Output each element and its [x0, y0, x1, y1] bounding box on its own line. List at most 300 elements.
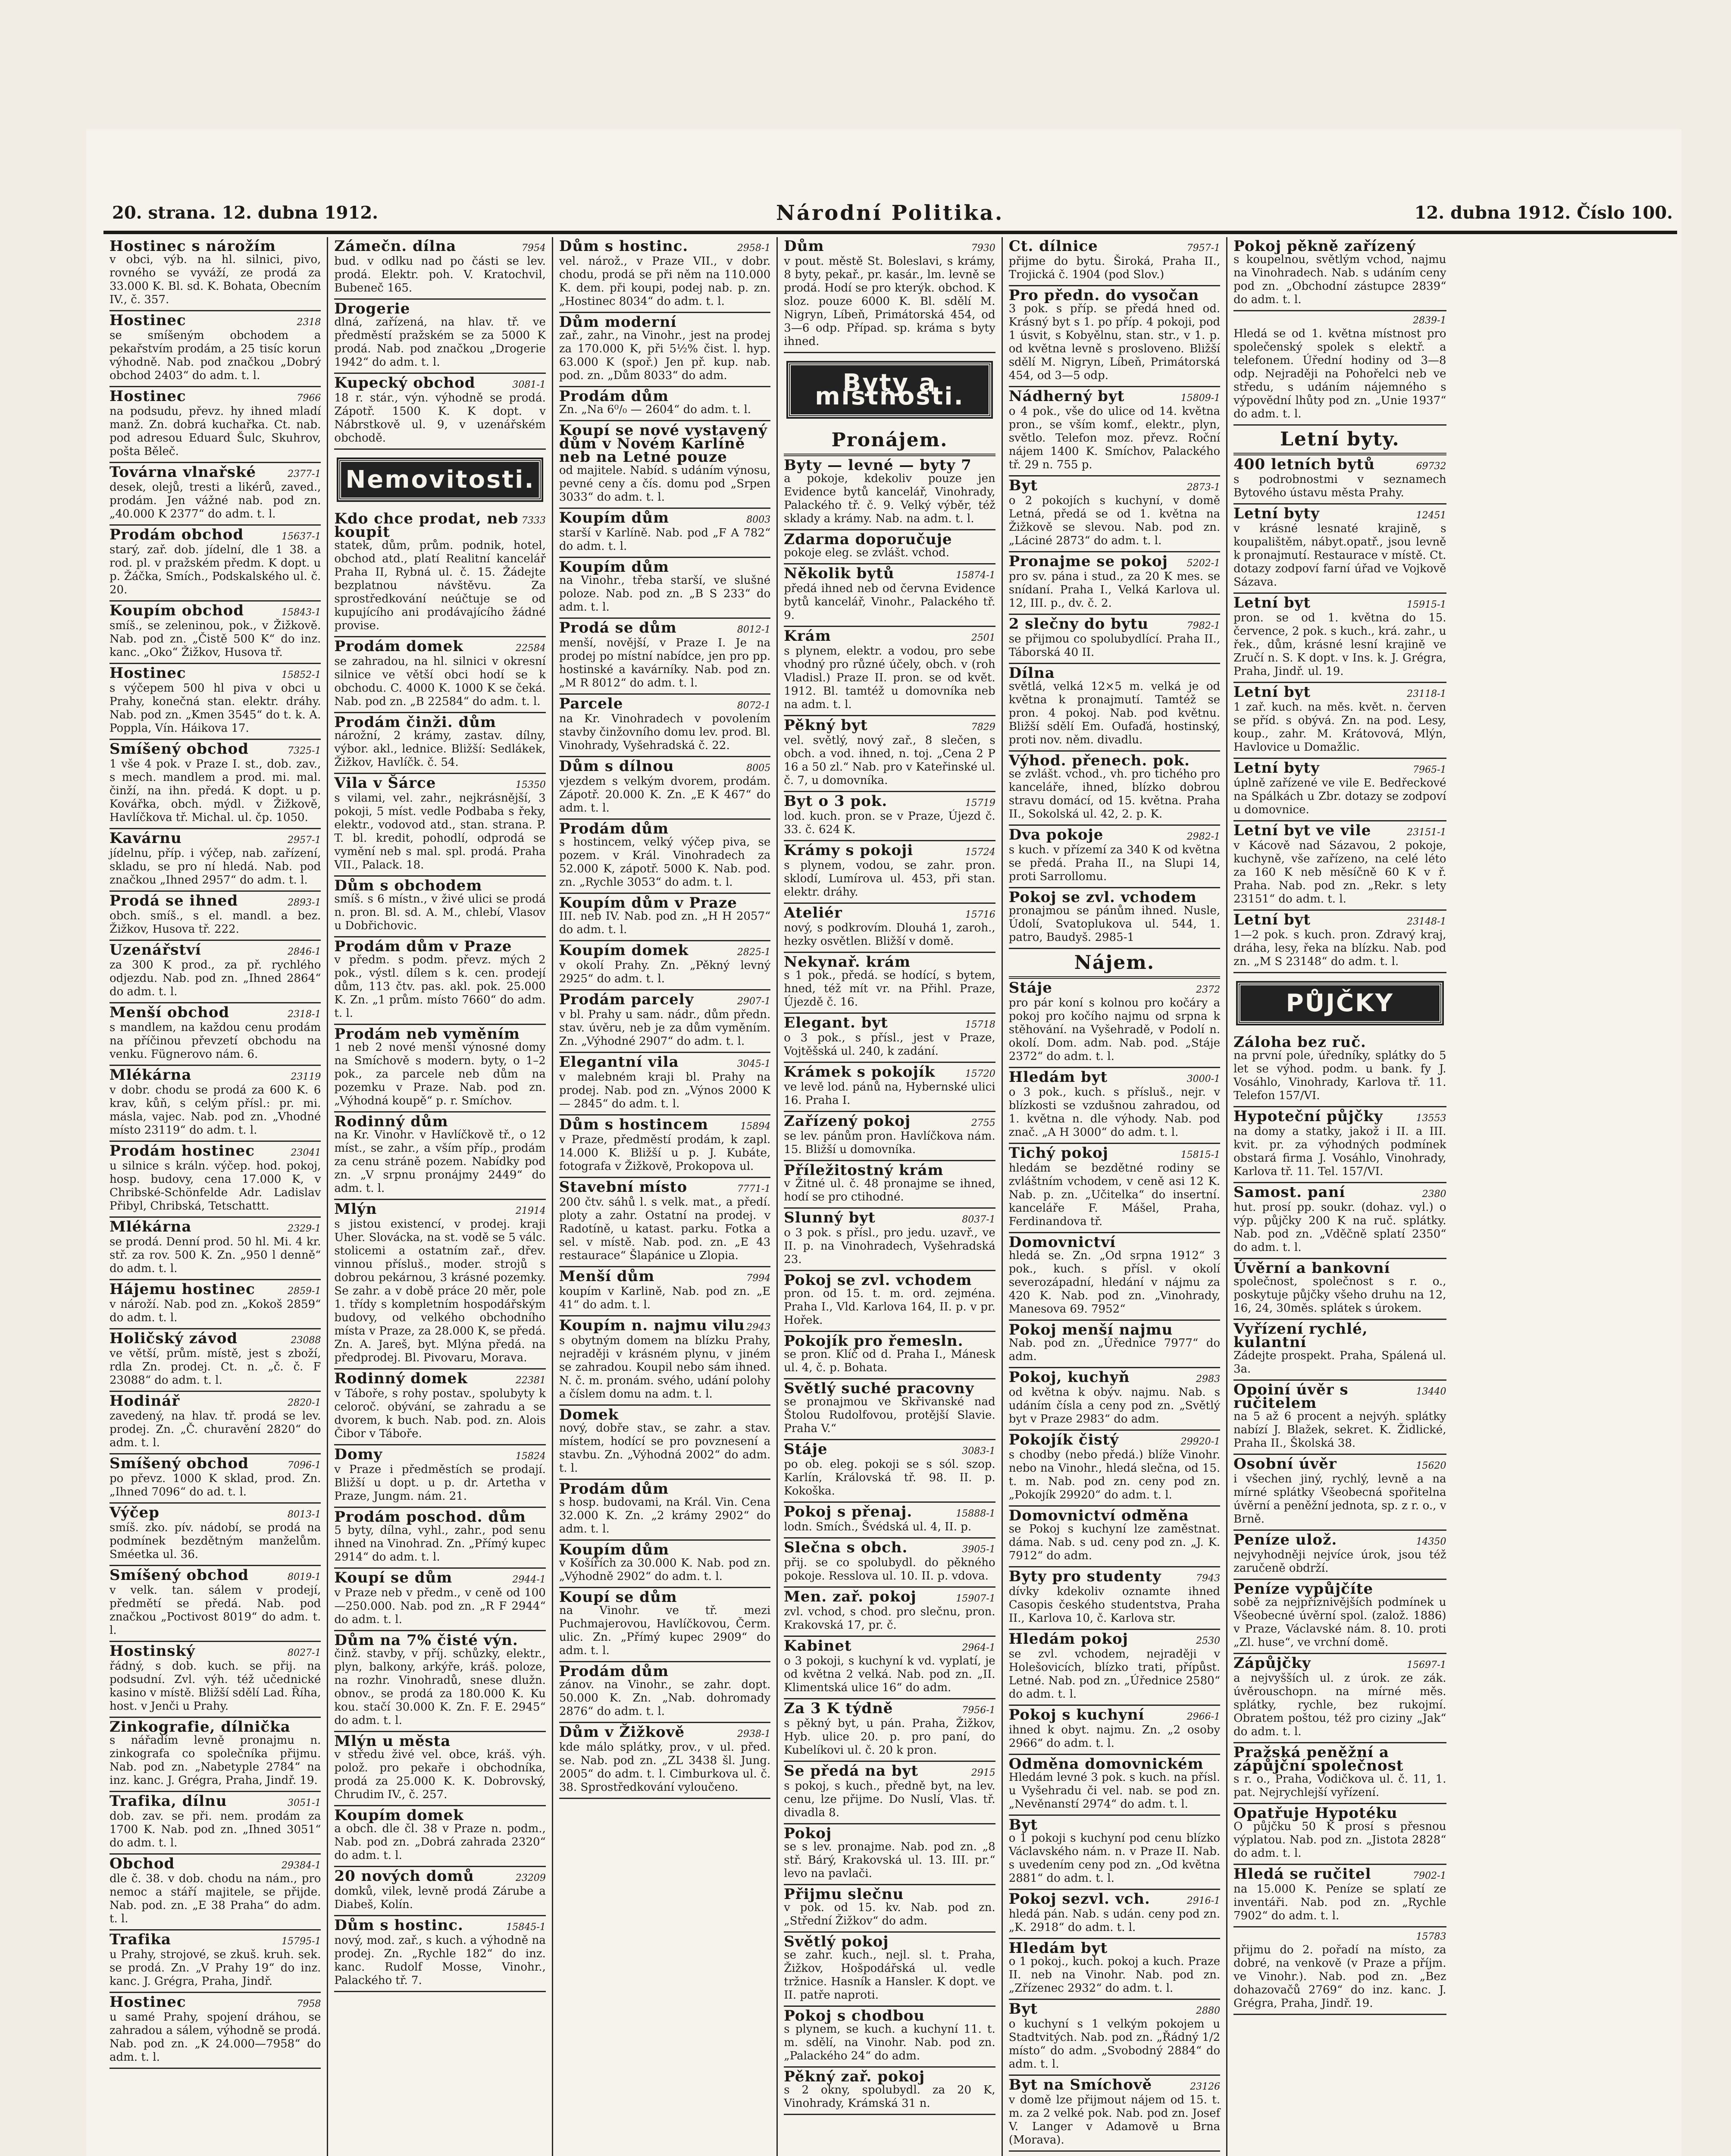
ad-title: Odměna domovnickém — [1008, 1755, 1204, 1773]
classified-ad — [1233, 311, 1446, 426]
section-subheading: Nájem. — [1009, 949, 1220, 979]
ad-header — [1009, 390, 1220, 405]
classified-ad — [1009, 237, 1220, 286]
ad-title: Prodám dům — [559, 820, 669, 837]
ad-title: Nádherný byt — [1008, 388, 1125, 405]
classified-ad — [784, 1824, 995, 1885]
ad-code: 8037-1 — [962, 1214, 995, 1225]
ad-code: 15720 — [965, 1069, 995, 1079]
classified-ad — [1009, 1630, 1220, 1706]
classified-ad — [334, 1445, 545, 1508]
classified-ad — [110, 311, 321, 387]
ad-text: s hostincem, velký výčep piva, se pozem. v Král. Vinohradech za 52.000 K, zápotř. 5000 K. Nab. pod. zn. „Rychle 3053“ do adm. t. l. — [559, 836, 771, 889]
ad-title: Pražská peněžní a zápůjční společnost — [1233, 1744, 1404, 1774]
ad-title: Prodám hostinec — [110, 1142, 255, 1159]
ad-title: Rodinný domek — [334, 1370, 468, 1387]
ad-header — [784, 1505, 995, 1520]
ad-text: na 5 až 6 procent a nejvýh. splátky nabízí J. Blažek, sekret. K. Židlické, Praha II., Školská 38. — [1233, 1410, 1446, 1450]
ad-text: dlná, zařízená, na hlav. tř. ve předměstí pražském se za 5000 K prodá. Nab. pod značkou „Drogerie 1942“ do adm. t. l. — [334, 316, 546, 369]
ad-code: 15697-1 — [1407, 1660, 1446, 1670]
classified-ad — [110, 1930, 321, 1993]
ad-header — [559, 240, 770, 255]
ad-text: o 3 pok., kuch. s přísluš., nejr. v blízkosti se vzdušnou zahradou, od 1. května n. dle výhody. Nab. pod znač. „A H 3000“ do adm. t. l. — [1008, 1086, 1221, 1139]
ad-title: Stavební místo — [559, 1178, 688, 1196]
ad-text: starý, zař. dob. jídelní, dle 1 38. a rod. pl. v pražském předm. K dopt. u p. Žáčka, Smích., Podskalského ul. č. 20. — [110, 543, 321, 596]
ad-title: Pokoj pěkně zařízený — [1233, 238, 1416, 255]
ad-title: Dům v Žižkově — [559, 1724, 685, 1741]
ad-header — [334, 1735, 545, 1748]
classified-ad — [110, 1329, 321, 1392]
ad-header — [110, 1220, 321, 1235]
ad-title: Byt — [1008, 2000, 1038, 2018]
ad-title: Hostinec s nárožím — [110, 238, 276, 255]
classified-ad — [110, 1718, 321, 1792]
ad-code: 22584 — [515, 643, 546, 654]
ad-title: Výčep — [110, 1504, 160, 1521]
ad-header — [334, 774, 546, 792]
classified-ad — [784, 1885, 995, 1933]
classified-ad — [1009, 1816, 1220, 1890]
ad-title: Dům moderní — [559, 313, 677, 331]
ad-title: Hostinec — [110, 312, 186, 329]
ad-header — [559, 390, 770, 403]
classified-column — [1003, 237, 1227, 2156]
ad-code: 23118-1 — [1407, 689, 1446, 699]
classified-ad — [559, 387, 770, 421]
ad-title: Pěkný zař. pokoj — [784, 2068, 925, 2085]
ad-code: 7943 — [1196, 1573, 1221, 1584]
classified-ad — [559, 1588, 770, 1662]
ad-text: u silnice s králn. výčep. hod. pokoj, hosp. budovy, cena 17.000 K, v Chribské-Schönfelde Adr. Ladislav Přibyl, Chribská, Tetschattt. — [110, 1159, 321, 1213]
classified-ad — [1233, 1107, 1446, 1183]
ad-code: 2839-1 — [1413, 315, 1446, 326]
ad-title: Vyřízení rychlé, kulantní — [1233, 1320, 1368, 1351]
ad-text: 5 byty, dílna, vyhl., zahr., pod senu ihned na Vinohrad. Zn. „Přímý kupec 2914“ do adm. t. l. — [334, 1524, 546, 1564]
ad-header — [559, 558, 770, 576]
ad-title: Hledám byt — [1008, 1069, 1108, 1086]
ad-text: v Žitné ul. č. 48 pronajme se ihned, hodí se pro ctihodné. — [784, 1177, 995, 1203]
ad-title: Příležitostný krám — [784, 1162, 944, 1179]
ad-title: Hodinář — [110, 1392, 180, 1410]
ad-text: v malebném kraji bl. Prahy na prodej. Nab. pod zn. „Výnos 2000 K — 2845“ do adm. t. l. — [559, 1071, 771, 1110]
ad-code: 7902-1 — [1413, 1871, 1446, 1881]
ad-title: Koupím dům — [559, 509, 670, 526]
classified-ad — [784, 627, 995, 716]
ad-header — [334, 1200, 546, 1218]
ad-title: Pokoj se zvl. vchodem — [1008, 889, 1197, 906]
ad-code: 2380 — [1422, 1189, 1446, 1200]
classified-ad — [1233, 1743, 1446, 1804]
ad-text: o 1 pokoj., kuch. pokoj a kuch. Praze II. neb na Vinohr. Nab. pod zn. „Zřízenec 2932“ do adm. t. l. — [1008, 1955, 1221, 1995]
ad-header — [110, 1006, 321, 1021]
ad-code: 2958-1 — [737, 243, 771, 254]
ad-text: ve levě lod. pánů na, Hybernské ulici 16. Praha I. — [784, 1081, 995, 1107]
ad-header — [559, 1665, 770, 1678]
classified-ad — [784, 792, 995, 841]
classified-ad — [110, 1218, 321, 1280]
ad-header — [784, 795, 995, 810]
ad-title: Drogerie — [334, 300, 410, 317]
ad-header — [334, 376, 545, 392]
ad-title: Byt o 3 pok. — [784, 793, 888, 810]
ad-header — [784, 1332, 995, 1350]
ad-title: Koupím obchod — [110, 602, 244, 619]
ad-text: obch. smíš., s el. mandl. a bez. Žižkov, Husova tř. 222. — [110, 909, 321, 936]
ad-title: Prodá se ihned — [110, 892, 238, 909]
ad-title: Hostinec — [110, 664, 186, 682]
classified-ad — [1233, 911, 1446, 973]
classified-ad — [559, 1116, 770, 1178]
ad-text: v nároží. Nab. pod zn. „Kokoš 2859“ do adm. t. l. — [110, 1298, 321, 1324]
ad-title: Tichý pokoj — [1008, 1144, 1108, 1162]
ad-code: 23209 — [515, 1873, 546, 1883]
ad-text: úplně zařízené ve vile E. Bedřeckové na Spálkách u Zbr. dotazy se zodpoví u domovnice. — [1233, 777, 1446, 816]
ad-header — [784, 844, 995, 859]
classified-ad — [784, 530, 995, 564]
ad-title: Domy — [334, 1446, 383, 1463]
ad-header — [559, 993, 770, 1008]
ad-header — [1009, 479, 1220, 494]
classified-ad — [334, 1508, 545, 1569]
classified-ad — [559, 1053, 770, 1116]
ad-text: v krásné lesnaté krajině, s koupalištěm, nábyt.opatř., jsou levně k pronajmutí. Restaurace v místě. Ct. dotazy zodpoví farní úřad ve Vojkově Sázava. — [1233, 522, 1446, 589]
ad-text: smíš. zko. pív. nádobí, se prodá na podmínek bezdětným manželům. Sméetka ul. 36. — [110, 1521, 321, 1561]
classified-ad — [110, 1003, 321, 1066]
classified-ad — [334, 1569, 545, 1631]
ad-title: Prodám poschod. dům — [334, 1508, 526, 1526]
ad-text: se zahradou, na hl. silnici v okresní silnice ve větší obci hodí se k obchodu. C. 4000 K. 1000 K se čeká. Nab. pod zn. „B 22584“ do adm. t. l. — [334, 655, 546, 708]
ad-text: vel. nárož., v Praze VII., v dobr. chodu, prodá se při něm na 110.000 K. dem. při koupi, podej nab. p. zn. „Hostinec 8034“ do adm. t. l. — [559, 255, 771, 308]
ad-text: Zádejte prospekt. Praha, Spálená ul. 3a. — [1233, 1349, 1446, 1376]
ad-title: Slečna s obch. — [784, 1539, 908, 1556]
ad-header — [1233, 761, 1446, 777]
ad-text: nový, mod. zař., s kuch. a výhodně na prodej. Zn. „Rychle 182“ do inz. kanc. Rudolf Mosse, Vinohr., Palackého tř. 7. — [334, 1934, 546, 1987]
ad-text: s hosp. budovami, na Král. Vin. Cena 32.000 K. Zn. „2 krámy 2902“ do adm. t. l. — [559, 1496, 771, 1536]
classified-column — [778, 237, 1002, 2156]
ad-code: 8005 — [746, 763, 771, 774]
ad-title: Kdo chce prodat, neb koupit — [334, 510, 519, 541]
classified-ad — [1233, 1580, 1446, 1654]
ad-code: 7333 — [521, 515, 546, 526]
classified-ad — [334, 510, 545, 637]
ad-title: Pokoj s přenaj. — [784, 1503, 913, 1520]
classified-ad — [334, 374, 545, 450]
ad-text: a nejvyšších ul. z úrok. ze zák. úvěrouschopn. na mírné měs. splátky, rychle, bez rukojmí. Obratem poštou, též pro ciziny „Jak“ do adm. t. l. — [1233, 1672, 1446, 1738]
ad-header — [110, 528, 321, 543]
classified-ad — [559, 757, 770, 820]
classified-columns — [103, 237, 1677, 2156]
classified-ad — [1233, 1183, 1446, 1259]
ad-text: předá ihned neb od června Evidence bytů kancelář, Vinohr., Palackého tř. 9. — [784, 582, 995, 622]
ad-title: Kavárnu — [110, 830, 182, 847]
ad-text: smíš. s 6 místn., v živé ulici se prodá n. pron. Bl. sd. A. M., chlebí, Vlasov u Dobřichovic. — [334, 893, 546, 932]
ad-code: 2915 — [971, 1767, 995, 1778]
ad-text: v Praze i předměstích se prodají. Bližší u dopt. u p. dr. Artetha v Praze, Jungm. nám. 21. — [334, 1463, 546, 1503]
classified-ad — [334, 637, 545, 713]
ad-text: dle č. 38. v dob. chodu na nám., pro nemoc a stáří majitele, se přijde. Nab. pod. zn. „E 38 Praha“ do adm. t. l. — [110, 1872, 321, 1925]
ad-title: Zámečn. dílna — [334, 238, 457, 255]
ad-header — [334, 1571, 545, 1586]
ad-title: Výhod. přenech. pok. — [1008, 752, 1190, 769]
classified-ad — [784, 716, 995, 792]
ad-text: 18 r. stár., výn. výhodně se prodá. Zápotř. 1500 K. K dopt. v Nábrstkově ul. 9, v uzenářském obchodě. — [334, 392, 546, 445]
ad-code: 15724 — [965, 847, 995, 858]
ad-title: Pronajme se pokoj — [1008, 553, 1168, 570]
ad-title: Samost. paní — [1233, 1184, 1346, 1201]
ad-text: řádný, s dob. kuch. se přij. na podsudní. Zvl. výh. též učednické kasino v místě. Bližší sdělí Lad. Říha, host. v Jenči u Prahy. — [110, 1660, 321, 1713]
ad-text: s 1 pok., předá. se hodící, s bytem, hned, též mít vr. na Přihl. Praze, Újezdě č. 16. — [784, 969, 995, 1009]
ad-text: o 1 pokoji s kuchyní pod cenu blízko Václavského nám. n. v Praze II. Nab. s uvedením ceny pod zn. „Od května 2881“ do adm. t. l. — [1008, 1832, 1221, 1885]
ad-title: Slunný byt — [784, 1209, 876, 1226]
classified-ad — [1233, 1927, 1446, 2015]
ad-title: Za 3 K týdně — [784, 1700, 893, 1717]
ad-header — [110, 1933, 321, 1948]
ad-code: 15783 — [1416, 1931, 1446, 1942]
classified-ad — [784, 564, 995, 627]
ad-text: bud. v odlku nad po části se lev. prodá. Elektr. poh. V. Kratochvil, Bubeneč 165. — [334, 255, 546, 295]
classified-ad — [334, 1867, 545, 1916]
classified-ad — [784, 953, 995, 1014]
ad-text: koupím v Karlině, Nab. pod zn. „E 41“ do adm. t. l. — [559, 1285, 771, 1311]
ad-header — [1233, 1807, 1446, 1820]
ad-header — [110, 1144, 321, 1159]
ad-code: 2501 — [971, 633, 995, 643]
ad-header — [559, 313, 770, 331]
ad-text: sobě za nejpříznivějších podmínek u Všeobecné úvěrní spol. (založ. 1886) v Praze, Václavské nám. 8. 10. proti „Zl. huse“, ve vrchní domě. — [1233, 1596, 1446, 1649]
classified-ad — [334, 1631, 545, 1732]
classified-ad — [110, 1855, 321, 1930]
section-subheading: Pronájem. — [784, 426, 995, 456]
ad-header — [1009, 1371, 1220, 1386]
classified-ad — [784, 1063, 995, 1112]
ad-header — [1233, 1657, 1446, 1672]
ad-text: se zvl. vchodem, nejraději v Holešovicích, blízko trati, přípůst. Letné. Nab. pod zn. „Úřednice 2580“ do adm. t. l. — [1008, 1648, 1221, 1701]
ad-text: o 4 pok., vše do ulice od 14. května pron., se vším komf., elektr., plyn, světlo. Telefon moz. převz. Roční nájem 1400 K. Smíchov, Palackého tř. 29 n. 755 p. — [1008, 405, 1221, 471]
ad-text: po převz. 1000 K sklad, prod. Zn. „Ihned 7096“ do ad. t. l. — [110, 1472, 321, 1498]
ad-text: v Táboře, s rohy postav., spolubyty k celoroč. obývání, se zahradu a se dvorem, k buch. Nab. pod. zn. Alois Čibor v Táboře. — [334, 1387, 546, 1440]
classified-ad — [1009, 2076, 1220, 2152]
ad-header — [110, 314, 321, 329]
ad-text: menší, novější, v Praze I. Je na prodej po místní nabídce, jen pro pp. hostinské a kavárníky. Nab. pod zn. „M R 8012“ do adm. t. l. — [559, 636, 771, 689]
ad-title: Krámy s pokoji — [784, 842, 914, 859]
ad-text: o 2 pokojích s kuchyní, v domě Letná, předá se od 1. května na Žižkově se slevou. Nab. pod zn. „Láciné 2873“ do adm. t. l. — [1008, 494, 1221, 547]
ad-title: Dům — [784, 238, 824, 255]
ad-title: Byt na Smíchově — [1008, 2076, 1152, 2093]
classified-ad — [110, 892, 321, 941]
ad-header — [1009, 1570, 1220, 1585]
ad-text: na 15.000 K. Peníze se splatí ze inventáři. Nab. pod zn. „Rychle 7902“ do adm. t. l. — [1233, 1883, 1446, 1922]
classified-ad — [1009, 1507, 1220, 1567]
classified-ad — [110, 1142, 321, 1218]
ad-title: Úvěrní a bankovní — [1233, 1260, 1390, 1277]
ad-title: Koupí se dům — [334, 1569, 453, 1586]
ad-title: Koupím domek — [334, 1807, 464, 1824]
ad-title: Uzenářství — [110, 941, 201, 959]
ad-text: s plynem, se kuch. a kuchyní 11. t. m. sdělí, na Vinohr. Nab. pod zn. „Palackého 24“ do adm. — [784, 2023, 995, 2062]
classified-ad — [110, 387, 321, 463]
ad-code: 7982-1 — [1186, 620, 1221, 631]
ad-title: Holičský závod — [110, 1330, 238, 1347]
ad-header — [784, 1016, 995, 1031]
ad-title: Prodám dům — [559, 1480, 669, 1498]
ad-title: Hledá se ručitel — [1233, 1865, 1371, 1883]
ad-code: 2938-1 — [737, 1729, 771, 1739]
ad-header — [559, 697, 770, 712]
ad-header — [1009, 555, 1220, 570]
classified-ad — [784, 1112, 995, 1161]
ad-code: 2957-1 — [288, 835, 321, 846]
ad-code: 3045-1 — [737, 1059, 771, 1069]
ad-header — [1233, 1110, 1446, 1125]
ad-header — [1233, 314, 1446, 327]
ad-title: Krámek s pokojík — [784, 1063, 936, 1081]
classified-ad — [334, 1369, 545, 1445]
ad-title: Pokoj sezvl. vch. — [1008, 1890, 1150, 1908]
classified-column — [328, 237, 553, 2156]
ad-code: 12451 — [1416, 510, 1446, 521]
ad-text: s plynem, vodou, se zahr. pron. sklodí, Lumírova ul. 453, při stan. elektr. dráhy. — [784, 859, 995, 899]
ad-text: o 3 pok. s přísl., pro jedu. uzavř., ve II. p. na Vinohradech, Vyšehradská 23. — [784, 1226, 995, 1266]
ad-code: 2983 — [1196, 1374, 1221, 1385]
ad-text: desek, olejů, tresti a likérů, zaved., prodám. Jen vážné nab. pod zn. „40.000 K 2377“ do adm. t. l. — [110, 481, 321, 520]
ad-code: 2329-1 — [288, 1223, 321, 1234]
ad-text: s pěkný byt, u pán. Praha, Žižkov, Hyb. ulice 20. p. pro paní, do Kubelíkovi ul. č. 20 k pron. — [784, 1717, 995, 1757]
ad-text: od května k obýv. najmu. Nab. s udáním čísla a ceny pod zn. „Světlý byt v Praze 2983“ do adm. — [1008, 1386, 1221, 1426]
ad-text: u Prahy, strojové, se zkuš. kruh. sek. se prodá. Zn. „V Prahy 19“ do inz. kanc. J. Grégra, Praha, Jindř. — [110, 1948, 321, 1988]
ad-header — [1233, 1533, 1446, 1548]
ad-title: Koupím n. najmu vilu — [559, 1317, 745, 1334]
ad-title: Přijmu slečnu — [784, 1886, 904, 1903]
ad-header — [559, 1319, 770, 1334]
ad-text: činž. stavby, v příj. schůzky, elektr., plyn, balkony, arkýře, kráš. poloze, na rozhr. Vinohradů, snese dlužn. obnov., se prodá za 180.000 K. Ku kou. stačí 30.000 K. Zn. F. E. 2945“ do adm. t. l. — [334, 1647, 546, 1727]
ad-header — [1009, 1708, 1220, 1724]
ad-title: Zinkografie, dílnička — [110, 1718, 291, 1736]
newspaper-page — [86, 129, 1681, 2156]
classified-ad — [110, 1566, 321, 1642]
ad-code: 22381 — [515, 1375, 546, 1386]
ad-header — [1009, 240, 1220, 255]
ad-title: Stáje — [784, 1441, 828, 1458]
ad-header — [784, 1935, 995, 1949]
ad-text: o 3 pok., s přísl., jest v Praze, Vojtěšská ul. 240, k zadání. — [784, 1031, 995, 1058]
ad-header — [1009, 1942, 1220, 1955]
ad-text: v předm. s podm. převz. mých 2 pok., výstl. dílem s k. cen. prodejí dům, 113 čtv. pas. akl. pok. 25.000 K. Zn. „1 prům. místo 7660“ do adm. t. l. — [334, 953, 546, 1020]
classified-ad — [334, 713, 545, 774]
ad-header — [784, 1211, 995, 1226]
classified-ad — [1009, 1431, 1220, 1507]
classified-ad — [559, 1662, 770, 1723]
classified-ad — [1009, 387, 1220, 476]
classified-ad — [110, 1392, 321, 1454]
ad-title: Továrna vlnařské — [110, 464, 257, 481]
ad-title: Domovnictví — [1008, 1234, 1116, 1251]
ad-header — [784, 627, 995, 645]
ad-header — [1009, 1509, 1220, 1523]
ad-header — [559, 1053, 771, 1071]
ad-code: 2377-1 — [288, 469, 321, 479]
classified-ad — [784, 904, 995, 953]
ad-title: Pokoj — [784, 1825, 832, 1842]
ad-header — [1233, 1746, 1446, 1773]
ad-code: 8003 — [746, 514, 771, 525]
ad-header — [334, 1115, 545, 1128]
ad-title: Mlýn u města — [334, 1733, 451, 1750]
ad-header — [1009, 828, 1220, 843]
ad-text: na první pole, úředníky, splátky do 5 let se výhod. podm. u bank. fy J. Vosáhlo, Vinohrady, Karlova tř. 11. Telefon 157/VI. — [1233, 1049, 1446, 1102]
ad-title: Opatřuje Hypotéku — [1233, 1805, 1398, 1822]
ad-header — [559, 1408, 770, 1422]
ad-title: Letní byt — [1233, 911, 1311, 928]
classified-ad — [559, 695, 770, 757]
ad-header — [1009, 1071, 1220, 1086]
ad-title: Se předá na byt — [784, 1762, 919, 1780]
ad-header — [784, 459, 995, 472]
ad-text: se přijmou co spolubydlící. Praha II., Táborská 40 II. — [1008, 633, 1221, 659]
classified-ad — [110, 1504, 321, 1566]
ad-header — [110, 1569, 321, 1584]
ad-title: Pokoj, kuchyň — [1008, 1369, 1130, 1386]
ad-header — [1233, 1457, 1446, 1473]
ad-code: 7954 — [521, 243, 546, 254]
ad-header — [110, 1720, 321, 1734]
ad-header — [1009, 1323, 1220, 1337]
ad-text: pokoje eleg. se zvlášt. vchod. — [784, 546, 950, 559]
ad-header — [559, 822, 770, 836]
classified-column — [1227, 237, 1452, 2156]
ad-title: Krám — [784, 627, 831, 645]
ad-text: s jistou existencí, v prodej. kraji Uher. Slováckа, na st. vodě se 5 válc. stolicemi a ostatním zař., dřev. vinnou přísluš., moder. strojů s dobrou pekárnou, 3 krásné pozemky. Se zahr. a v době práce 20 měr, pole 1. třídy s kompletním hospodářským budovy, od velkého obchodního místa v Praze, za 28.000 K, se předá. Zn. A. Jareš, byt. Mlýna předá. na předprodej. Bl. Pivovaru, Morava. — [334, 1218, 546, 1364]
ad-header — [110, 740, 321, 758]
classified-ad — [1009, 1321, 1220, 1368]
ad-title: Letní byt — [1233, 594, 1311, 611]
ad-title: Byty pro studenty — [1008, 1568, 1161, 1585]
ad-header — [110, 466, 321, 481]
ad-header — [559, 1270, 770, 1285]
ad-text: vjezdem s velkým dvorem, prodám. Zápotř. 20.000 K. Zn. „E K 467“ do adm. t. l. — [559, 775, 771, 815]
ad-title: 2 slečny do bytu — [1008, 615, 1149, 633]
ad-header — [784, 719, 995, 734]
classified-ad — [334, 774, 545, 877]
ad-code: 2943 — [746, 1322, 771, 1333]
classified-ad — [1009, 826, 1220, 888]
classified-ad — [334, 1806, 545, 1867]
ad-text: s plynem, elektr. a vodou, pro sebe vhodný pro různé účely, obch. v (roh Vladisl.) Praze II. pron. se od květ. 1912. Bl. tamtéž u domovníka neb na adm. t. l. — [784, 645, 995, 711]
ad-text: v Praze neb v předm., v ceně od 100—250.000. Nab. pod zn. „R F 2944“ do adm. t. l. — [334, 1586, 546, 1626]
ad-text: hledá se. Zn. „Od srpna 1912“ 3 pok., kuch. s přísl. v okolí severozápadní, hledání v nájmu za 420 K. Nab. pod zn. „Vinohrady, Manesova 69. 7952“ — [1008, 1249, 1221, 1316]
ad-text: na Kr. Vinohradech v povolením stavby činžovního domu lev. prod. Bl. Vinohrady, Vyšehradská č. 22. — [559, 712, 771, 752]
ad-code: 2944-1 — [512, 1574, 546, 1585]
ad-text: s kuch. v přízemí za 340 K od května se předá. Praha II., na Slupi 14, proti Sarrollomu. — [1008, 843, 1221, 883]
classified-ad — [1233, 594, 1446, 683]
ad-header — [110, 1066, 321, 1084]
ad-code: 7957-1 — [1186, 243, 1221, 254]
ad-code: 15620 — [1416, 1460, 1446, 1471]
ad-text: jídelnu, příp. i výčep, nab. zařízení, skladu, se pro ní hledá. Nab. pod značkou „Ihned 2957“ do adm. t. l. — [110, 847, 321, 887]
ad-text: hledám se bezdětné rodiny se zvláštním vchodem, v ceně asi 12 K. Nab. p. zn. „Učitelka“ do insertní. kanceláře F. Mášel, Praha, Ferdinandova tř. — [1008, 1162, 1221, 1228]
ad-text: na Vinohr., třeba starší, ve slušné poloze. Nab. pod zn. „B S 233“ do adm. t. l. — [559, 574, 771, 614]
ad-title: 400 letních bytů — [1233, 456, 1375, 473]
classified-ad — [784, 456, 995, 530]
ad-title: Trafika — [110, 1931, 171, 1948]
classified-ad — [1009, 1890, 1220, 1939]
classified-ad — [1233, 237, 1446, 311]
ad-title: Smíšený obchod — [110, 1567, 249, 1584]
ad-text: s mandlem, na každou cenu prodám na příčinou převzetí obchodu na venku. Fügnerovo nám. 6. — [110, 1021, 321, 1061]
ad-header — [784, 1065, 995, 1081]
ad-title: Stáje — [1008, 979, 1052, 997]
ad-header — [334, 640, 545, 655]
ad-text: 1 zař. kuch. na měs. květ. n. červen se příd. s obývá. Zn. na pod. Lesy, koup., zahr. M. Krátovová, Mlýn, Havlovice u Domažlic. — [1233, 701, 1446, 754]
